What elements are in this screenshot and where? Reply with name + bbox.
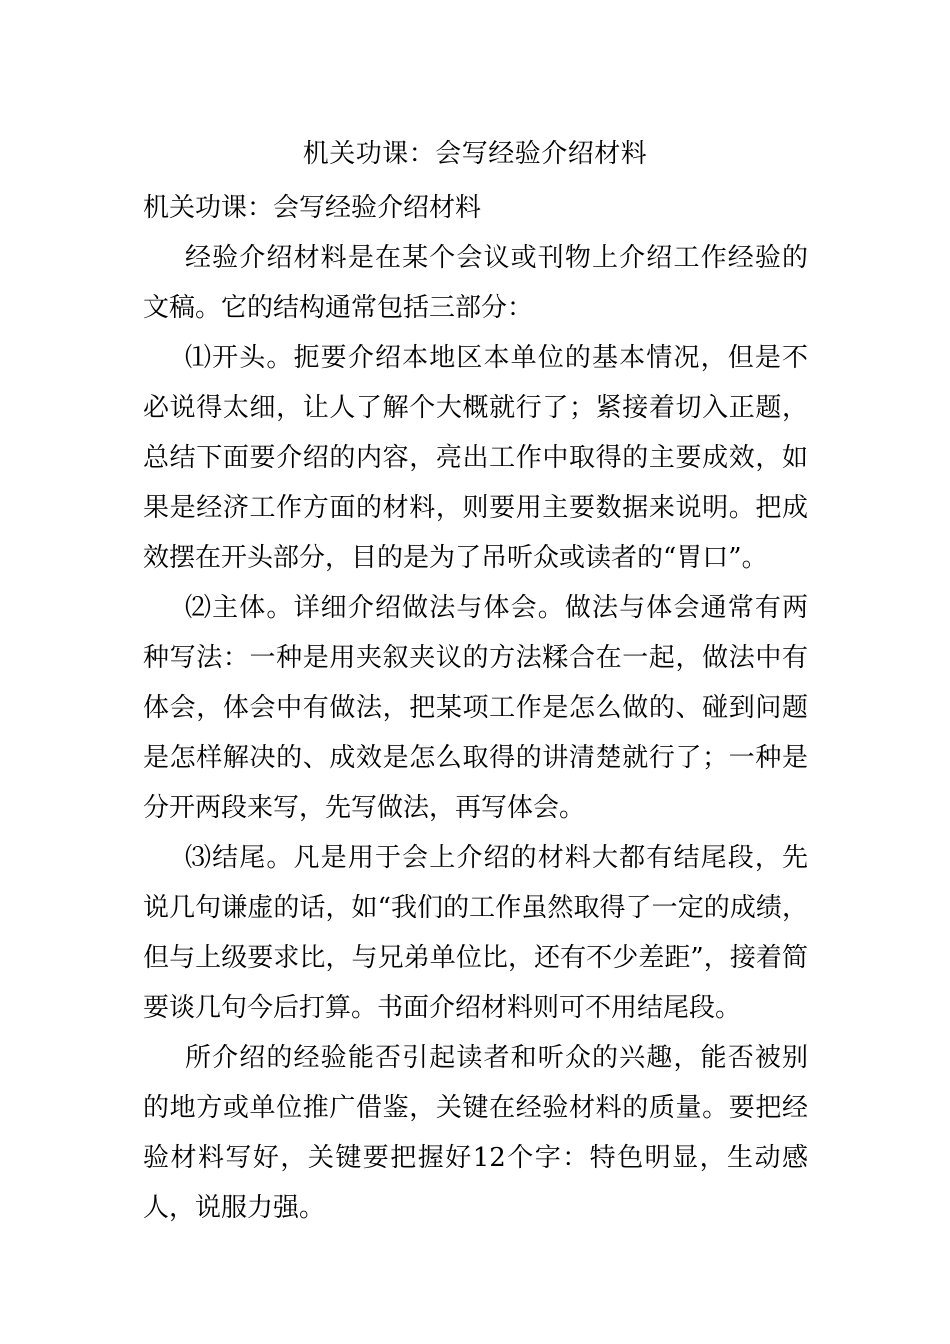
- document-title: 机关功课：会写经验介绍材料: [302, 139, 648, 169]
- ending-section-paragraph: ⑶结尾。凡是用于会上介绍的材料大都有结尾段，先说几句谦虚的话，如“我们的工作虽然取得了一定的成绩，但与上级要求比，与兄弟单位比，还有不少差距”，接着简要谈几句今后打算。书面介绍材料则可不用结尾段。: [143, 843, 808, 1023]
- intro-paragraph: 经验介绍材料是在某个会议或刊物上介绍工作经验的文稿。它的结构通常包括三部分：: [143, 243, 808, 323]
- subtitle-line: 机关功课：会写经验介绍材料: [143, 193, 482, 223]
- body-section-paragraph: ⑵主体。详细介绍做法与体会。做法与体会通常有两种写法：一种是用夹叙夹议的方法糅合在一起，做法中有体会，体会中有做法，把某项工作是怎么做的、碰到问题是怎样解决的、成效是怎么取得的讲清楚就行了；一种是分开两段来写，先写做法，再写体会。: [143, 593, 808, 823]
- opening-section-paragraph: ⑴开头。扼要介绍本地区本单位的基本情况，但是不必说得太细，让人了解个大概就行了；紧接着切入正题，总结下面要介绍的内容，亮出工作中取得的主要成效，如果是经济工作方面的材料，则要用主要数据来说明。把成效摆在开头部分，目的是为了吊听众或读者的“胃口”。: [143, 343, 808, 573]
- document-body: [143, 183, 808, 1233]
- conclusion-paragraph: 所介绍的经验能否引起读者和听众的兴趣，能否被别的地方或单位推广借鉴，关键在经验材料的质量。要把经验材料写好，关键要把握好12个字：特色明显，生动感人，说服力强。: [143, 1043, 808, 1223]
